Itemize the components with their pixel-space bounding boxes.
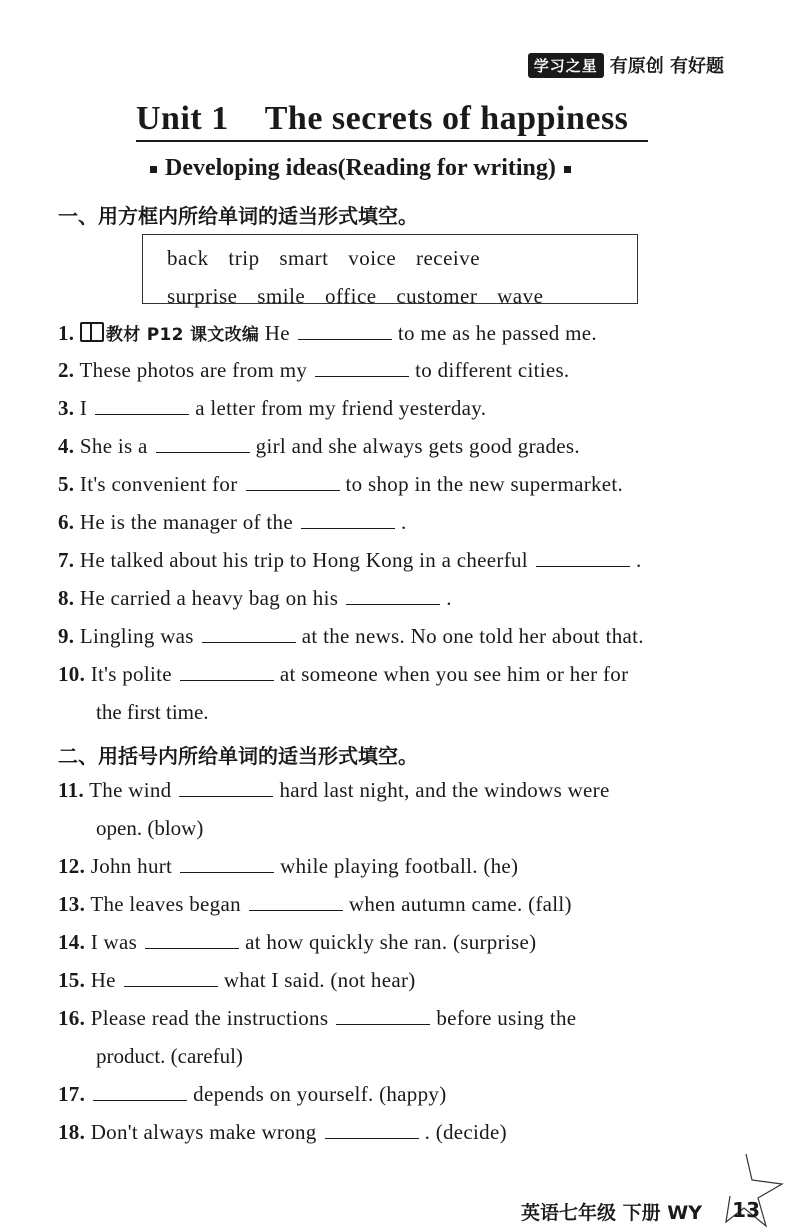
answer-blank[interactable] (246, 489, 340, 491)
answer-blank[interactable] (536, 565, 630, 567)
question-text: depends on yourself. (happy) (193, 1082, 447, 1106)
answer-blank[interactable] (179, 795, 273, 797)
question-text: to different cities. (415, 358, 570, 382)
answer-blank[interactable] (180, 871, 274, 873)
question-text: I was (90, 930, 138, 954)
question-3 (58, 396, 486, 421)
word-item: wave (497, 284, 544, 308)
question-text: . (635, 548, 642, 572)
lesson-subtitle (142, 155, 662, 182)
question-text: a letter from my friend yesterday. (195, 396, 487, 420)
question-text: He carried a heavy bag on his (79, 586, 339, 610)
question-18 (58, 1120, 507, 1145)
word-bank-box (142, 234, 638, 308)
answer-blank[interactable] (325, 1137, 419, 1139)
brand-logo: 学习之星 (528, 53, 604, 78)
question-number: 18. (58, 1120, 86, 1144)
question-number: 5. (58, 472, 75, 496)
question-number: 4. (58, 434, 75, 458)
word-item: smile (257, 284, 306, 308)
question-text: She is a (79, 434, 148, 458)
question-12 (58, 854, 518, 879)
square-bullet-icon (150, 166, 157, 173)
question-text: what I said. (not hear) (223, 968, 416, 992)
question-8 (58, 586, 452, 611)
question-text: He is the manager of the (79, 510, 293, 534)
unit-name: The secrets of happiness (264, 100, 629, 137)
question-text: It's polite (90, 662, 172, 686)
square-bullet-icon (564, 166, 571, 173)
word-item: trip (228, 246, 260, 270)
question-text: before using the (436, 1006, 577, 1030)
question-10-continuation: the first time. (96, 700, 209, 724)
question-11-continuation: open. (blow) (96, 816, 204, 840)
question-1 (58, 320, 597, 346)
subtitle-text: Developing ideas(Reading for writing) (165, 155, 556, 181)
book-icon (80, 322, 104, 342)
question-number: 17. (58, 1082, 86, 1106)
section-2-title: 二、用括号内所给单词的适当形式填空。 (58, 744, 418, 768)
word-item: voice (348, 246, 397, 270)
question-text: He talked about his trip to Hong Kong in a cheerful (79, 548, 528, 572)
word-item: surprise (167, 284, 238, 308)
question-text: He (264, 321, 290, 345)
answer-blank[interactable] (156, 451, 250, 453)
word-bank-row (167, 277, 613, 315)
answer-blank[interactable] (180, 679, 274, 681)
question-number: 7. (58, 548, 75, 572)
question-6 (58, 510, 407, 535)
section-1-title: 一、用方框内所给单词的适当形式填空。 (58, 204, 418, 228)
question-text: . (446, 586, 452, 610)
answer-blank[interactable] (145, 947, 239, 949)
question-text: These photos are from my (79, 358, 308, 382)
question-number: 16. (58, 1006, 86, 1030)
question-text: Lingling was (79, 624, 194, 648)
question-number: 2. (58, 358, 75, 382)
question-number: 14. (58, 930, 86, 954)
question-17 (58, 1082, 447, 1107)
question-14 (58, 930, 536, 955)
word-item: customer (396, 284, 478, 308)
question-number: 6. (58, 510, 75, 534)
question-16 (58, 1006, 576, 1031)
question-number: 3. (58, 396, 75, 420)
word-bank-row (167, 239, 613, 277)
word-item: smart (279, 246, 329, 270)
question-13 (58, 892, 572, 917)
question-5 (58, 472, 623, 497)
question-text: when autumn came. (fall) (348, 892, 572, 916)
question-number: 15. (58, 968, 86, 992)
question-10 (58, 662, 628, 687)
question-number: 13. (58, 892, 86, 916)
question-text: The wind (89, 778, 172, 802)
question-4 (58, 434, 580, 459)
answer-blank[interactable] (301, 527, 395, 529)
question-15 (58, 968, 416, 993)
question-2 (58, 358, 569, 383)
unit-title (136, 100, 648, 142)
question-text: to shop in the new supermarket. (345, 472, 624, 496)
question-text: at someone when you see him or her for (279, 662, 629, 686)
question-text: while playing football. (he) (280, 854, 519, 878)
answer-blank[interactable] (95, 413, 189, 415)
word-item: back (167, 246, 209, 270)
answer-blank[interactable] (336, 1023, 430, 1025)
question-number: 9. (58, 624, 75, 648)
question-text: to me as he passed me. (397, 321, 597, 345)
question-text: Please read the instructions (90, 1006, 329, 1030)
word-item: receive (415, 246, 481, 270)
question-number: 10. (58, 662, 86, 686)
word-item: office (325, 284, 377, 308)
answer-blank[interactable] (93, 1099, 187, 1101)
answer-blank[interactable] (346, 603, 440, 605)
question-number: 8. (58, 586, 75, 610)
question-number: 12. (58, 854, 86, 878)
page-number: 13 (732, 1198, 760, 1222)
answer-blank[interactable] (124, 985, 218, 987)
answer-blank[interactable] (298, 338, 392, 340)
question-number: 11. (58, 778, 84, 802)
question-text: Don't always make wrong (90, 1120, 317, 1144)
answer-blank[interactable] (249, 909, 343, 911)
question-16-continuation: product. (careful) (96, 1044, 243, 1068)
answer-blank[interactable] (202, 641, 296, 643)
question-text: at how quickly she ran. (surprise) (245, 930, 537, 954)
question-7 (58, 548, 642, 573)
question-text: . (400, 510, 407, 534)
unit-number: Unit 1 (136, 100, 229, 137)
question-text: I (79, 396, 88, 420)
question-text: hard last night, and the windows were (279, 778, 610, 802)
answer-blank[interactable] (315, 375, 409, 377)
question-text: It's convenient for (79, 472, 238, 496)
question-text: He (90, 968, 116, 992)
header-brand (528, 52, 724, 78)
footer-book-label: 英语七年级 下册 WY (521, 1202, 702, 1224)
question-11 (58, 778, 610, 803)
brand-slogan: 有原创 有好题 (609, 56, 724, 77)
question-text: girl and she always gets good grades. (255, 434, 580, 458)
source-tag: 教材 P12 课文改编 (105, 325, 260, 345)
question-number: 1. (58, 321, 75, 345)
question-text: at the news. No one told her about that. (301, 624, 644, 648)
question-text: . (decide) (424, 1120, 507, 1144)
question-9 (58, 624, 644, 649)
question-text: John hurt (90, 854, 173, 878)
question-text: The leaves began (90, 892, 241, 916)
